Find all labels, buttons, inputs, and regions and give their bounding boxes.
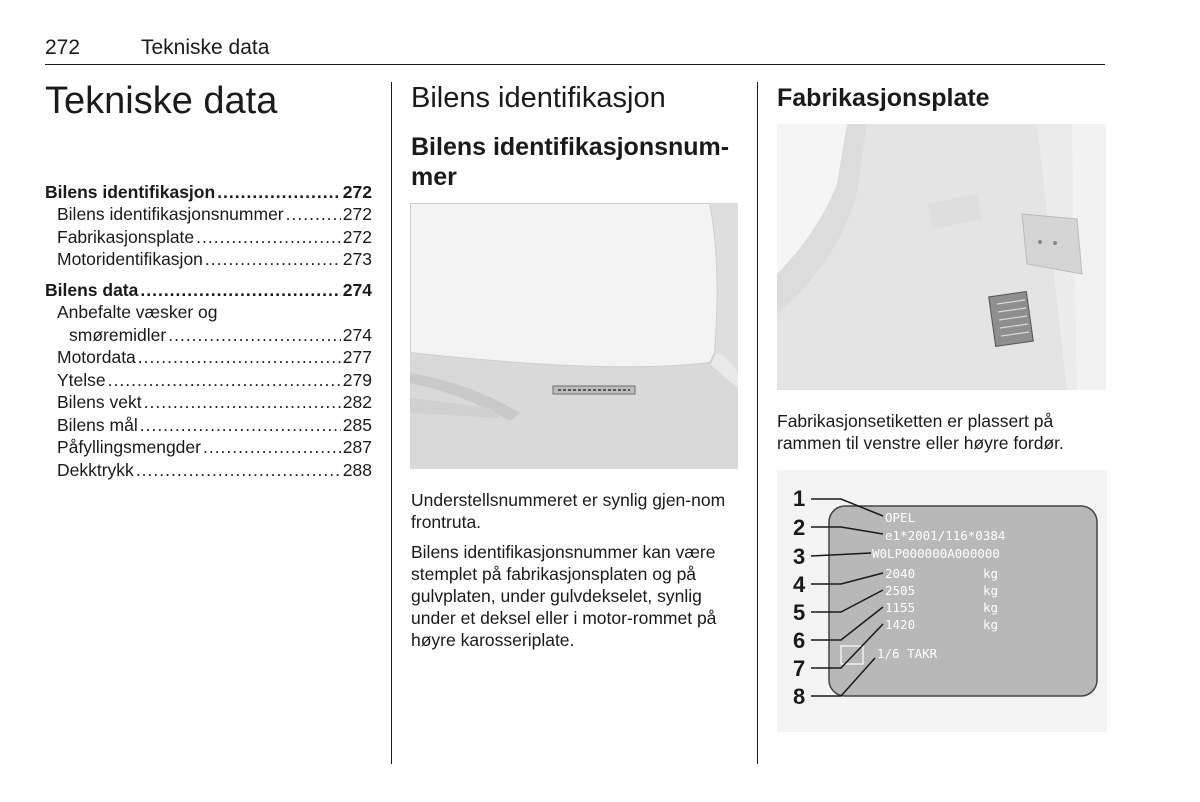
windshield-vin-photo [410, 203, 738, 469]
plate-unit: kg [983, 566, 999, 581]
toc-entry[interactable]: Ytelse ..... 279 [45, 368, 372, 391]
callout-number: 1 [793, 486, 806, 511]
toc-entry[interactable]: Bilens identifikasjonsnummer ..... 272 [45, 203, 372, 226]
plate-unit: kg [983, 583, 999, 598]
running-title: Tekniske data [141, 36, 270, 59]
subsection-title: Bilens identifikasjonsnum- mer [411, 133, 730, 191]
plate-line: e1*2001/116*0384 [885, 528, 1006, 543]
callout-number: 7 [793, 656, 806, 681]
plate-line: W0LP000000A000000 [872, 546, 1000, 561]
plate-line: OPEL [885, 510, 916, 525]
toc-entry[interactable]: Motoridentifikasjon ..... 273 [45, 248, 372, 271]
callout-number: 2 [793, 515, 806, 540]
column-divider-1 [391, 82, 392, 764]
toc-entry[interactable]: Bilens data ..... 274 [45, 278, 372, 301]
plate-line: 2040 [885, 566, 916, 581]
plate-section-title: Fabrikasjonsplate [777, 84, 990, 112]
page-header [45, 36, 1105, 65]
toc-entry[interactable]: Påfyllingsmengder ..... 287 [45, 436, 372, 459]
plate-line: 1/6 TAKR [877, 646, 938, 661]
toc-entry: Anbefalte væsker og [57, 302, 218, 322]
paragraph: Understellsnummeret er synlig gjen-nom frontruta. [411, 490, 726, 532]
plate-line: 2505 [885, 583, 916, 598]
column-divider-2 [757, 82, 758, 764]
plate-unit: kg [983, 617, 999, 632]
paragraph: Bilens identifikasjonsnummer kan være stemplet på fabrikasjonsplaten og på gulvplaten, under gulvdekselet, synlig under et deksel eller i motor-rommet på høyre karosseriplate. [411, 542, 717, 650]
callout-number: 3 [793, 544, 806, 569]
plate-line: 1420 [885, 617, 916, 632]
callout-number: 5 [793, 600, 806, 625]
table-of-contents [45, 180, 372, 481]
toc-entry[interactable]: Bilens vekt ..... 282 [45, 391, 372, 414]
toc-entry[interactable]: smøremidler ..... 274 [45, 323, 372, 346]
plate-unit: kg [983, 600, 999, 615]
toc-entry[interactable]: Fabrikasjonsplate ..... 272 [45, 225, 372, 248]
plate-diagram [777, 470, 1107, 732]
section-title: Bilens identifikasjon [411, 82, 666, 114]
callout-number: 8 [793, 684, 806, 709]
chapter-title: Tekniske data [45, 80, 278, 122]
toc-entry[interactable]: Bilens mål ..... 285 [45, 413, 372, 436]
toc-entry[interactable]: Bilens identifikasjon ..... 272 [45, 180, 372, 203]
callout-number: 6 [793, 628, 806, 653]
page-number: 272 [45, 36, 81, 59]
plate-line: 1155 [885, 600, 916, 615]
paragraph: Fabrikasjonsetiketten er plassert på rammen til venstre eller høyre fordør. [777, 411, 1064, 453]
callout-number: 4 [793, 572, 806, 597]
toc-entry[interactable]: Dekktrykk ..... 288 [45, 458, 372, 481]
door-frame-photo [777, 124, 1106, 390]
toc-entry[interactable]: Motordata ..... 277 [45, 346, 372, 369]
